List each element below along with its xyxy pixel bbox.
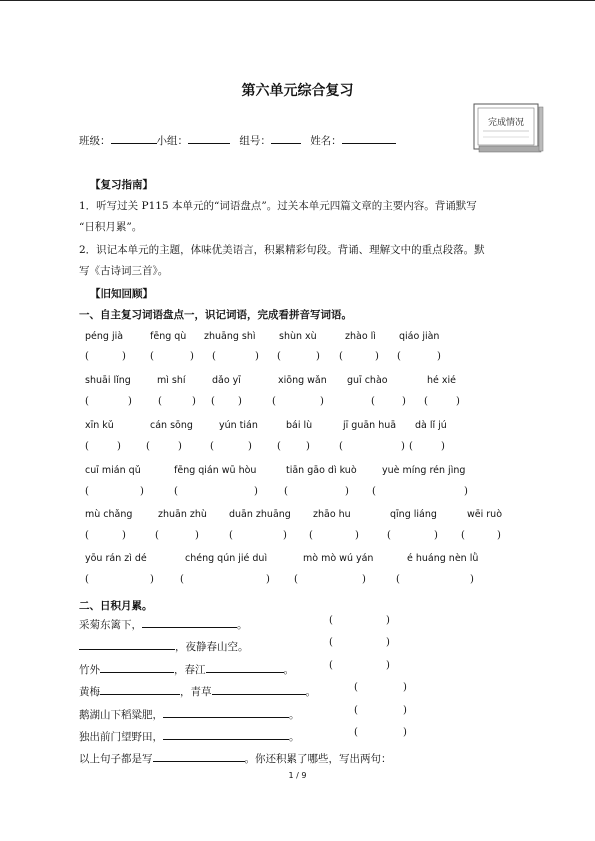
- class-label: 班级：: [79, 135, 111, 147]
- guide-heading: 【复习指南】: [90, 179, 153, 191]
- pinyin-item: qīng liáng: [390, 509, 437, 520]
- poem-blank[interactable]: [206, 661, 284, 673]
- pinyin-item: mò mò wú yán: [303, 553, 374, 564]
- final-text: 。你还积累了哪些，写出两句：: [244, 753, 392, 765]
- final-prompt: [79, 749, 392, 770]
- poem-blank[interactable]: [212, 683, 306, 695]
- poem-text: ，青草: [180, 686, 212, 698]
- pinyin-item: hé xié: [427, 375, 456, 386]
- poem-line: [79, 637, 249, 658]
- poem-text: ，春江: [174, 664, 206, 676]
- pinyin-item: zhuāng shì: [204, 331, 256, 342]
- guide-item-1b: “日积月累”。: [79, 221, 143, 233]
- pinyin-item: dǎo yī: [212, 375, 241, 386]
- review-heading: 【旧知回顾】: [90, 288, 153, 300]
- pinyin-item: yún tián: [219, 420, 258, 431]
- number-label: 组号：: [239, 135, 271, 147]
- poem-text: 鹅湖山下稻粱肥，: [79, 709, 163, 721]
- top-rule: [0, 0, 595, 1]
- pinyin-item: duān zhuāng: [229, 509, 291, 520]
- pinyin-item: xiōng wǎn: [278, 375, 327, 386]
- pinyin-item: bái lù: [286, 420, 313, 431]
- pinyin-item: yōu rán zì dé: [85, 553, 147, 564]
- pinyin-item: chéng qún jié duì: [185, 553, 268, 564]
- pinyin-item: yuè míng rén jìng: [382, 465, 466, 476]
- pinyin-item: mù chǎng: [85, 509, 133, 520]
- guide-item-2b: 写《古诗词三首》。: [79, 265, 169, 277]
- poem-text: 。: [305, 686, 316, 698]
- pinyin-item: péng jià: [85, 331, 124, 342]
- pinyin-item: tiān gāo dì kuò: [286, 465, 357, 476]
- final-text: 以上句子都是写: [79, 753, 153, 765]
- pinyin-item: guī chào: [347, 375, 388, 386]
- final-blank[interactable]: [153, 750, 245, 762]
- poem-blank[interactable]: [100, 661, 174, 673]
- poem-line: [79, 615, 248, 636]
- poem-blank[interactable]: [163, 706, 289, 718]
- pinyin-item: shùn xù: [279, 331, 317, 342]
- poem-text: 独出前门望野田，: [79, 731, 163, 743]
- pinyin-item: dà lǐ jú: [415, 420, 447, 431]
- pinyin-item: fēng qián wū hòu: [174, 465, 257, 476]
- pinyin-item: jī guān huā: [343, 420, 397, 431]
- poem-blank[interactable]: [142, 616, 237, 628]
- poem-text: 。: [283, 664, 294, 676]
- question-2: 二、日积月累。: [79, 600, 153, 612]
- student-info-line: [79, 132, 396, 148]
- pinyin-item: wēi ruò: [467, 509, 503, 520]
- poem-line: [79, 705, 300, 726]
- question-1: 一、自主复习词语盘点一，识记词语，完成看拼音写词语。: [79, 309, 352, 321]
- pinyin-item: é huáng nèn lǜ: [407, 553, 479, 564]
- poem-blank[interactable]: [163, 728, 289, 740]
- poem-blank[interactable]: [79, 638, 175, 650]
- badge-text: 完成情况: [487, 118, 525, 128]
- poem-line: [79, 727, 300, 748]
- poem-line: [79, 682, 316, 703]
- pinyin-item: cán sōng: [150, 420, 193, 431]
- page-title: 第六单元综合复习: [241, 83, 354, 99]
- group-blank[interactable]: [188, 132, 230, 144]
- pinyin-item: shuāi lǐng: [85, 375, 131, 386]
- pinyin-item: fēng qù: [150, 331, 187, 342]
- poem-text: 竹外: [79, 664, 100, 676]
- pinyin-item: cuī mián qǔ: [85, 465, 141, 476]
- group-label: 小组：: [156, 135, 188, 147]
- poem-text: ，夜静春山空。: [175, 641, 249, 653]
- poem-text: 。: [237, 619, 248, 631]
- name-blank[interactable]: [342, 132, 396, 144]
- poem-text: 黄梅: [79, 686, 100, 698]
- pinyin-item: xīn kǔ: [85, 420, 114, 431]
- pinyin-item: qiáo jiàn: [399, 331, 440, 342]
- poem-text: 采菊东篱下，: [79, 619, 142, 631]
- number-blank[interactable]: [271, 132, 301, 144]
- guide-item-1a: 1．听写过关 P115 本单元的“词语盘点”。过关本单元四篇文章的主要内容。背诵默写: [79, 200, 477, 212]
- class-blank[interactable]: [111, 132, 157, 144]
- name-label: 姓名：: [310, 135, 342, 147]
- guide-item-2a: 2．识记本单元的主题，体味优美语言，积累精彩句段。背诵、理解文中的重点段落。默: [79, 244, 485, 256]
- poem-blank[interactable]: [100, 683, 180, 695]
- poem-line: [79, 660, 294, 681]
- completion-status-box: [473, 103, 544, 154]
- page-number: 1 / 9: [288, 771, 307, 780]
- pinyin-item: zhào lì: [345, 331, 376, 342]
- pinyin-item: zhāo hu: [313, 509, 351, 520]
- poem-text: 。: [289, 709, 300, 721]
- pinyin-item: zhuān zhù: [158, 509, 207, 520]
- pinyin-item: mì shí: [157, 375, 186, 386]
- poem-text: 。: [289, 731, 300, 743]
